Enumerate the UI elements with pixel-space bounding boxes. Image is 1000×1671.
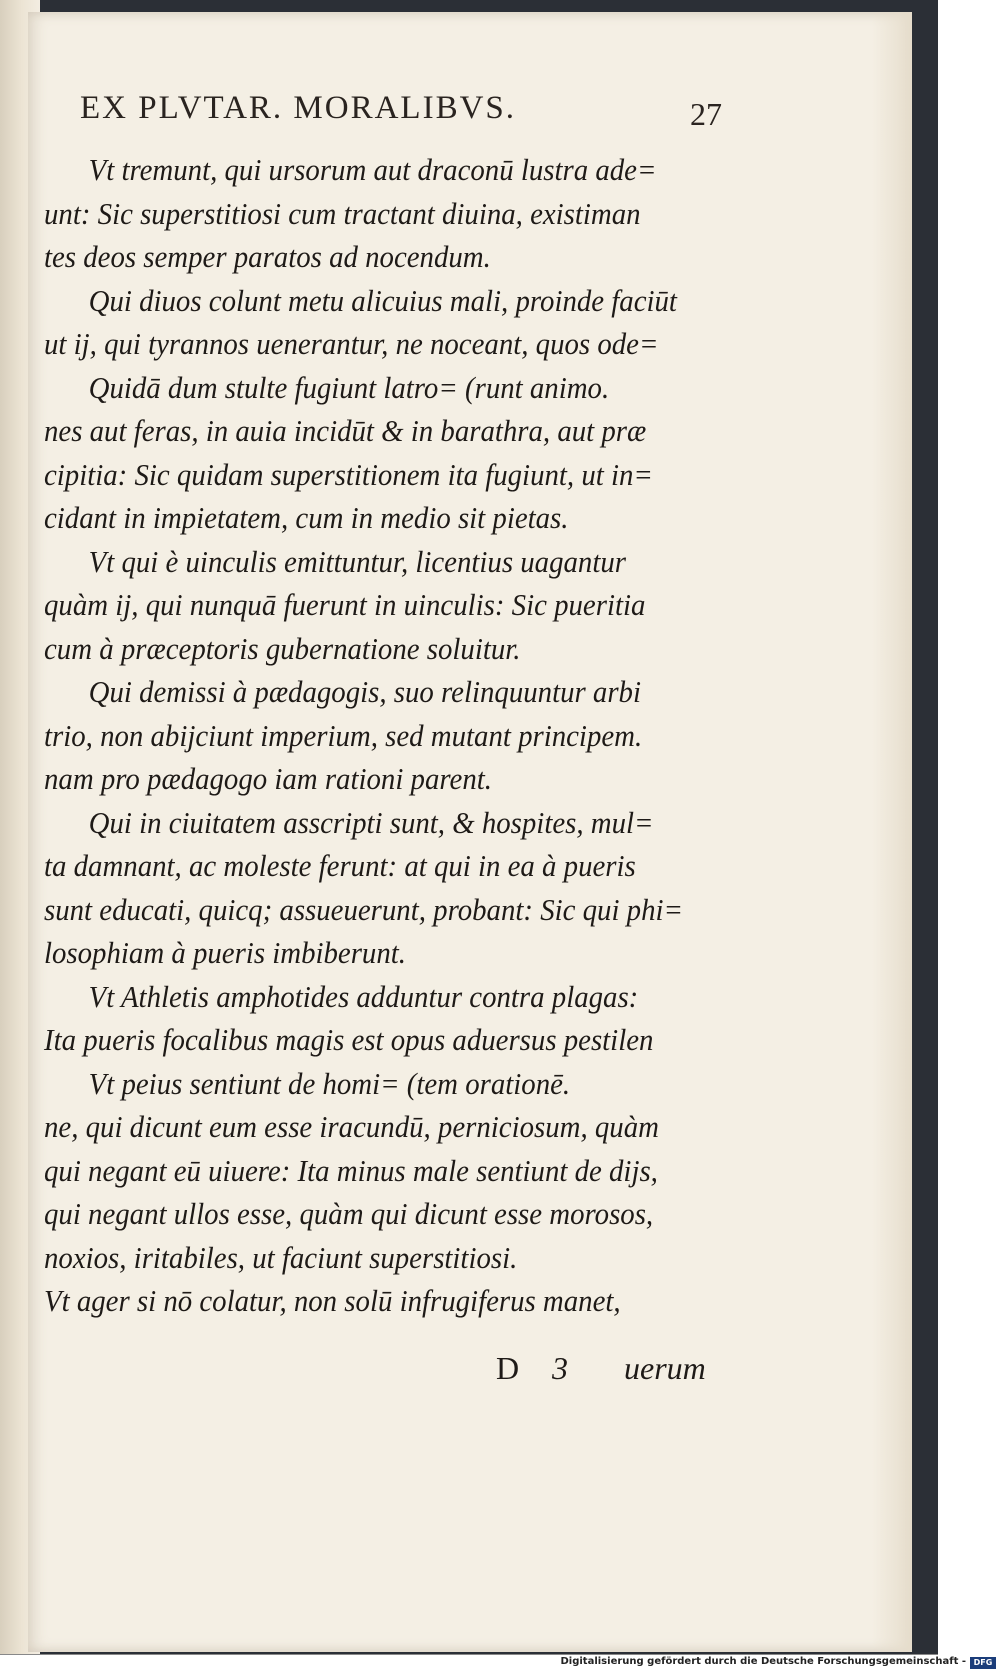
text-line: Qui demissi à pædagogis, suo relinquuntur arbi (88, 674, 641, 709)
text-line: Qui in ciuitatem asscripti sunt, & hospites, mul= (88, 804, 654, 840)
text-line: ta damnant, ac moleste ferunt: at qui in ea à pueris (44, 848, 636, 883)
text-line: nes aut feras, in auia incidūt & in barathra, aut præ (44, 413, 647, 448)
text-line: unt: Sic superstitiosi cum tractant diuina, existiman (44, 195, 641, 231)
text-line: cum à præceptoris gubernatione soluitur. (44, 630, 521, 666)
text-line: cidant in impietatem, cum in medio sit pietas. (44, 500, 569, 535)
text-line: noxios, iritabiles, ut faciunt superstitiosi. (44, 1239, 518, 1275)
text-line: tes deos semper paratos ad nocendum. (44, 239, 491, 274)
catchword: uerum (624, 1350, 706, 1386)
signature-mark: D (496, 1350, 520, 1386)
text-line: ut ij, qui tyrannos uenerantur, ne noceant, quos ode= (44, 326, 659, 361)
text-line: Vt qui è uinculis emittuntur, licentius uagantur (88, 543, 626, 579)
text-line: Vt tremunt, qui ursorum aut draconū lustra ade= (88, 152, 657, 187)
text-line: trio, non abijciunt imperium, sed mutant principem. (44, 717, 643, 753)
text-line: nam pro pædagogo iam rationi parent. (44, 761, 492, 796)
text-line: quàm ij, qui nunquā fuerunt in uinculis: Sic pueritia (44, 587, 646, 622)
body-text (44, 148, 683, 1323)
digitization-credit: Digitalisierung gefördert durch die Deutsche Forschungsgemeinschaft - (560, 1656, 966, 1667)
text-line: Vt peius sentiunt de homi= (tem orationē. (88, 1065, 571, 1101)
page-number: 27 (690, 96, 722, 132)
text-line: Ita pueris focalibus magis est opus aduersus pestilen (44, 1022, 654, 1057)
footer-rule (0, 1654, 938, 1655)
text-line: ne, qui dicunt eum esse iracundū, perniciosum, quàm (44, 1109, 659, 1144)
text-line: cipitia: Sic quidam superstitionem ita fugiunt, ut in= (44, 456, 653, 492)
text-line: losophiam à pueris imbiberunt. (44, 935, 406, 970)
page-edge-shadow (872, 12, 912, 1652)
dfg-logo: DFG (970, 1657, 996, 1669)
text-line: Qui diuos colunt metu alicuius mali, proinde faciūt (88, 282, 677, 318)
signature-number: 3 (552, 1350, 568, 1386)
text-line: sunt educati, quicq; assueuerunt, probant: Sic qui phi= (44, 891, 683, 927)
text-line: qui negant ullos esse, quàm qui dicunt esse morosos, (44, 1196, 654, 1231)
text-line: Vt Athletis amphotides adduntur contra plagas: (88, 978, 639, 1014)
text-line: qui negant eū uiuere: Ita minus male sentiunt de dijs, (44, 1152, 658, 1188)
text-line: Vt ager si nō colatur, non solū infrugiferus manet, (44, 1283, 621, 1318)
running-head: EX PLVTAR. MORALIBVS. (80, 90, 517, 126)
text-line: Quidā dum stulte fugiunt latro= (runt animo. (88, 369, 610, 405)
